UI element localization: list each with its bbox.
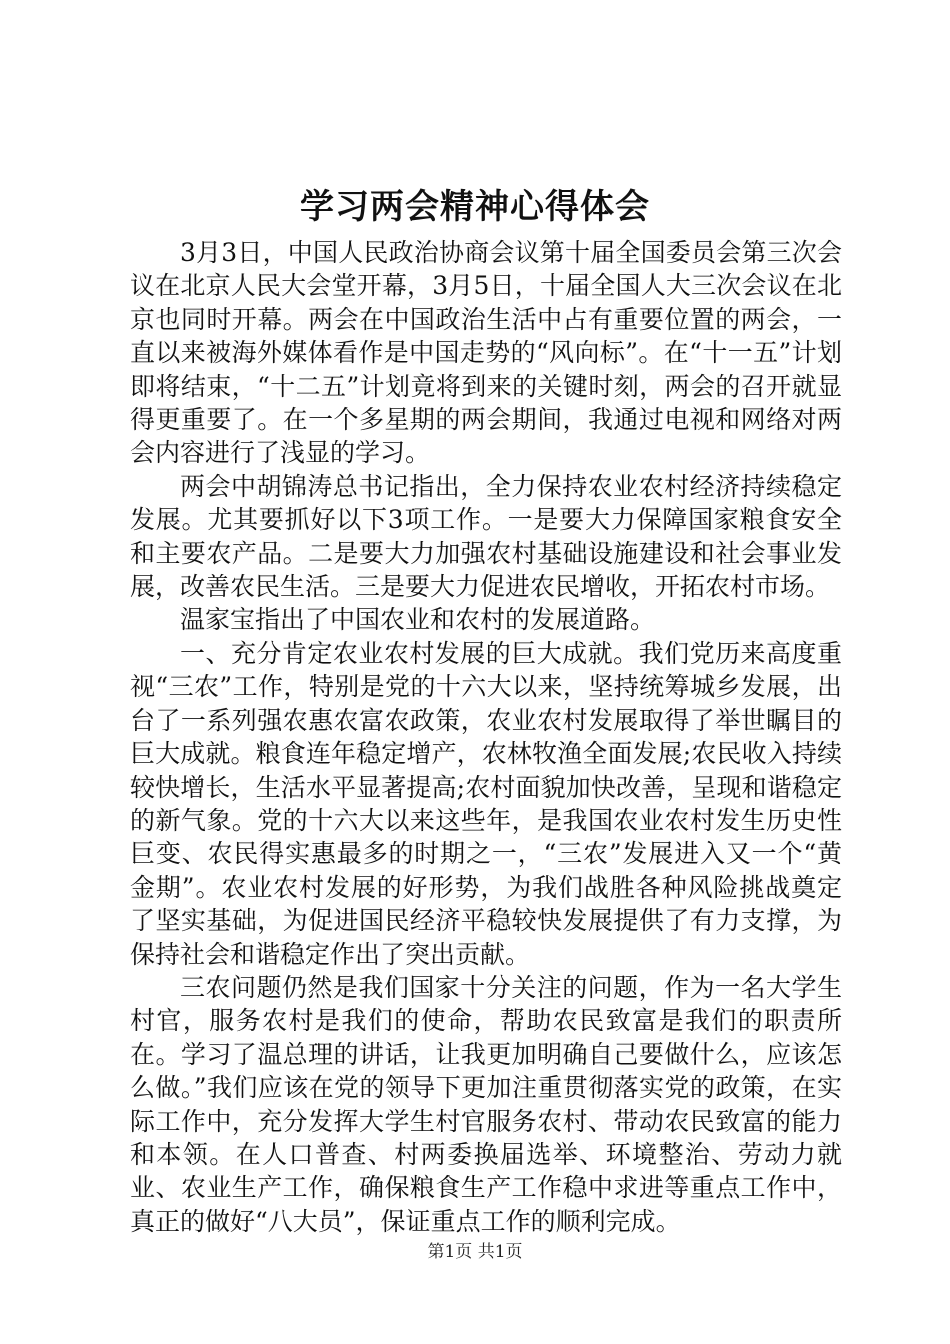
paragraph-4: 一、充分肯定农业农村发展的巨大成就。我们党历来高度重视“三农”工作，特别是党的十六大以来，坚持统筹城乡发展，出台了一系列强农惠农富农政策，农业农村发展取得了举世瞩目的巨大成就。粮食连年稳定增产，农林牧渔全面发展;农民收入持续较快增长，生活水平显著提高;农村面貌加快改善，呈现和谐稳定的新气象。党的十六大以来这些年，是我国农业农村发生历史性巨变、农民得实惠最多的时期之一，“三农”发展进入又一个“黄金期”。农业农村发展的好形势，为我们战胜各种风险挑战奠定了坚实基础，为促进国民经济平稳较快发展提供了有力支撑，为保持社会和谐稳定作出了突出贡献。 [130, 638, 842, 969]
document-body [130, 236, 842, 1238]
paragraph-5: 三农问题仍然是我们国家十分关注的问题，作为一名大学生村官，服务农村是我们的使命，帮助农民致富是我们的职责所在。学习了温总理的讲话，让我更加明确自己要做什么，应该怎么做。”我们应该在党的领导下更加注重贯彻落实党的政策，在实际工作中，充分发挥大学生村官服务农村、带动农民致富的能力和本领。在人口普查、村两委换届选举、环境整治、劳动力就业、农业生产工作，确保粮食生产工作稳中求进等重点工作中，真正的做好“八大员”，保证重点工作的顺利完成。 [130, 972, 842, 1236]
paragraph-3: 温家宝指出了中国农业和农村的发展道路。 [180, 605, 656, 635]
document-title: 学习两会精神心得体会 [300, 187, 650, 227]
paragraph-2: 两会中胡锦涛总书记指出，全力保持农业农村经济持续稳定发展。尤其要抓好以下3项工作。一是要大力保障国家粮食安全和主要农产品。二是要大力加强农村基础设施建设和社会事业发展，改善农民生活。三是要大力促进农民增收，开拓农村市场。 [130, 471, 842, 602]
page-footer: 第1页 共1页 [427, 1242, 523, 1262]
paragraph-1: 3月3日，中国人民政治协商会议第十届全国委员会第三次会议在北京人民大会堂开幕，3月5日，十届全国人大三次会议在北京也同时开幕。两会在中国政治生活中占有重要位置的两会，一直以来被海外媒体看作是中国走势的“风向标”。在“十一五”计划即将结束，“十二五”计划竟将到来的关键时刻，两会的召开就显得更重要了。在一个多星期的两会期间，我通过电视和网络对两会内容进行了浅显的学习。 [130, 238, 842, 468]
